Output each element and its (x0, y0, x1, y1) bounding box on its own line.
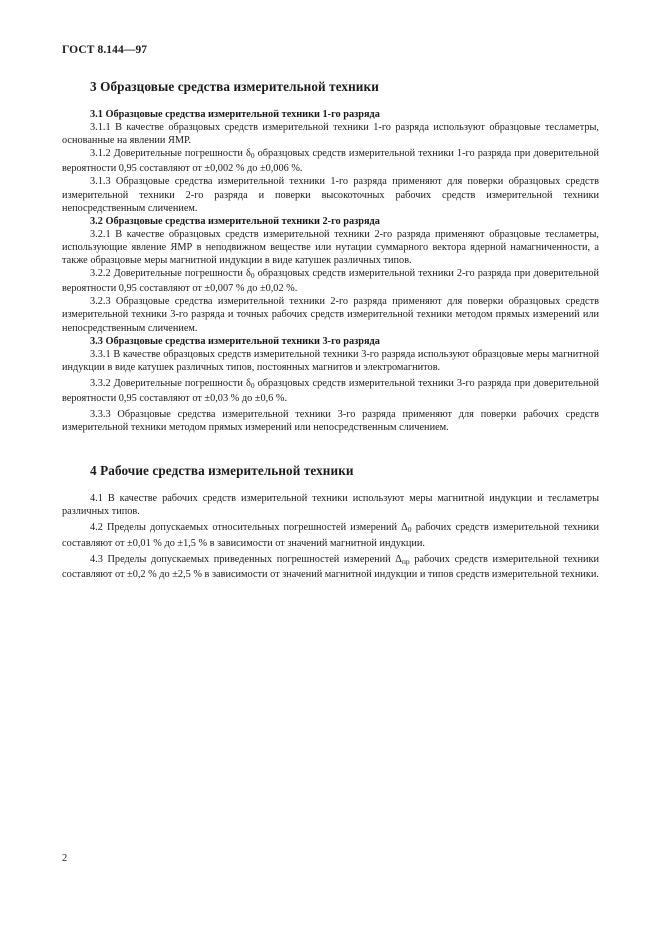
paragraph-4-1: 4.1 В качестве рабочих средств измерительной техники используют меры магнитной индукции и тесламетры различных типов. (62, 493, 599, 518)
paragraph-3-2-1: 3.2.1 В качестве образцовых средств измерительной техники 2-го разряда применяют образцовые тесламетры, использующие явление ЯМР в неподвижном веществе или нутации суммарного вектора ядерной намагниченности, а также образцовые меры магнитной индукции в виде катушек различных типов. (62, 228, 599, 267)
subsection-3-3-title: 3.3 Образцовые средства измерительной техники 3-го разряда (90, 335, 380, 347)
paragraph-3-2-2: 3.2.2 Доверительные погрешности $\delta_0$ образцовых средств измерительной техники 2-го разряда при доверительной вероятности 0,95 составляют от ±0,007 % до ±0,02 %. (62, 268, 599, 295)
paragraph-3-1-3: 3.1.3 Образцовые средства измерительной техники 1-го разряда применяют для поверки образцовых средств измерительной техники 2-го разряда и поверки высокоточных рабочих средств измерительной техники непосредственным сличением. (62, 176, 599, 214)
document-header: ГОСТ 8.144—97 (62, 44, 148, 56)
paragraph-4-2: 4.2 Пределы допускаемых относительных погрешностей измерений $\Delta_0$ рабочих средств измерительной техники составляют от ±0,01 % до ±1,5 % в зависимости от значений магнитной индукции. (62, 522, 599, 549)
section-3-title: 3 Образцовые средства измерительной техники (90, 79, 379, 94)
paragraph-3-3-3: 3.3.3 Образцовые средства измерительной техники 3-го разряда применяют для поверки рабочих средств измерительной техники методом прямых измерений или непосредственным сличением. (62, 409, 599, 434)
paragraph-3-2-3: 3.2.3 Образцовые средства измерительной техники 2-го разряда применяют для поверки образцовых средств измерительной техники 3-го разряда и точных рабочих средств измерительной техники методом прямых измерений или непосредственным сличением. (62, 296, 599, 334)
paragraph-3-1-1: 3.1.1 В качестве образцовых средств измерительной техники 1-го разряда используют образцовые тесламетры, основанные на явлении ЯМР. (62, 122, 599, 147)
subsection-3-2-title: 3.2 Образцовые средства измерительной техники 2-го разряда (90, 215, 380, 227)
paragraph-3-1-2: 3.1.2 Доверительные погрешности $\delta_0$ образцовых средств измерительной техники 1-го разряда при доверительной вероятности 0,95 составляют от ±0,002 % до ±0,006 %. (62, 148, 599, 175)
paragraph-4-3: 4.3 Пределы допускаемых приведенных погрешностей измерений $\Delta_{пр}$ рабочих средств измерительной техники составляют от ±0,2 % до ±2,5 % в зависимости от значений магнитной индукции и типов средств измерительной техники. (62, 553, 599, 580)
document-body (62, 79, 599, 584)
subsection-3-1-title: 3.1 Образцовые средства измерительной техники 1-го разряда (90, 109, 380, 120)
page-number: 2 (62, 853, 68, 864)
paragraph-3-3-1: 3.3.1 В качестве образцовых средств измерительной техники 3-го разряда используют образцовые меры магнитной индукции в виде катушек различных типов, постоянных магнитов и электромагнитов. (62, 348, 599, 373)
paragraph-3-3-2: 3.3.2 Доверительные погрешности $\delta_0$ образцовых средств измерительной техники 3-го разряда при доверительной вероятности 0,95 составляют от ±0,03 % до ±0,6 %. (62, 377, 599, 404)
section-4-title: 4 Рабочие средства измерительной техники (90, 463, 354, 479)
section-4-body (62, 492, 599, 581)
